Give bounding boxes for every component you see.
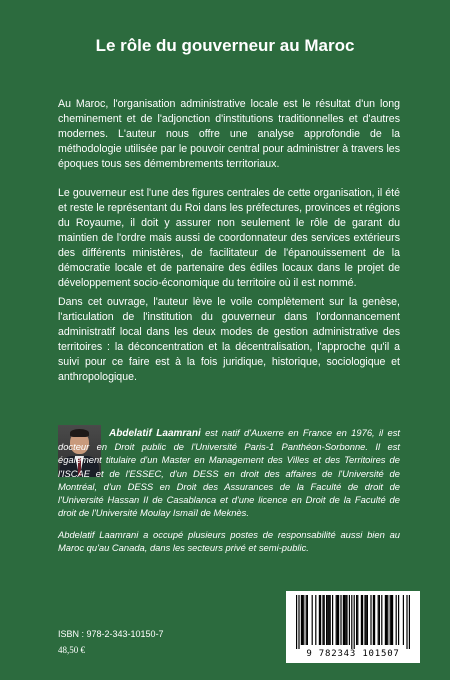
author-bio bbox=[58, 426, 400, 519]
barcode-bar bbox=[346, 595, 347, 645]
book-title: Le rôle du gouverneur au Maroc bbox=[95, 36, 355, 55]
barcode-bar bbox=[392, 595, 393, 645]
barcode-bar bbox=[370, 595, 371, 645]
barcode-bar bbox=[357, 595, 358, 645]
barcode-bar bbox=[296, 595, 297, 649]
barcode-bar bbox=[391, 595, 392, 645]
summary-paragraph-2: Le gouverneur est l'une des figures centrales de cette organisation, il été et reste le représentant du Roi dans les préfectures, provinces et régions du Royaume, il doit y assurer non seulement le rôle de garant du maintien de l'ordre mais aussi de coordonnateur des services extérieurs des différents ministères, de facilitateur de l'épanouissement de la démocratie locale et de partenaire des édiles locaux dans le projet de développement socio-économique du territoire où il est nommé. bbox=[58, 187, 400, 289]
barcode-bar bbox=[356, 595, 357, 645]
barcode-bar bbox=[320, 595, 321, 645]
barcode-bar bbox=[338, 595, 339, 645]
barcode-bar bbox=[303, 595, 304, 645]
barcode-bar bbox=[302, 595, 303, 645]
barcode-bar bbox=[390, 595, 391, 645]
barcode-bar bbox=[351, 595, 352, 649]
barcode-bar bbox=[396, 595, 397, 645]
barcode-bar bbox=[409, 595, 410, 649]
barcode-bar bbox=[374, 595, 375, 645]
barcode-bar bbox=[406, 595, 407, 649]
barcode-digits: 9 782343 101507 bbox=[306, 649, 400, 659]
barcode-bar bbox=[364, 595, 365, 645]
barcode-bar bbox=[367, 595, 368, 645]
barcode-bar bbox=[315, 595, 316, 645]
barcode-bars bbox=[290, 595, 416, 649]
barcode-bar bbox=[330, 595, 331, 645]
barcode-bar bbox=[381, 595, 382, 645]
barcode-bar bbox=[354, 595, 355, 649]
barcode-bar bbox=[328, 595, 329, 645]
barcode-bar bbox=[403, 595, 404, 645]
barcode-bar bbox=[398, 595, 399, 645]
barcode-bar bbox=[301, 595, 302, 645]
barcode-bar bbox=[326, 595, 327, 645]
summary-paragraph-1: Au Maroc, l'organisation administrative locale est le résultat d'un long cheminement et de l'adjonction d'institutions traditionnelles et d'autres modernes. L'auteur nous offre une analyse approfondie de la méthodologie utilisée par le pouvoir central pour administrer à travers les époques tous ses démembrements territoriaux. bbox=[58, 98, 400, 170]
barcode-bar bbox=[306, 595, 307, 645]
author-bio-text: est natif d'Auxerre en France en 1976, il est docteur en Droit public de l'Université Paris-1 Panthéon-Sorbonne. Il est également titulaire d'un Master en Management des Villes et des Territoires de l'ISCAE et de l'ESSEC, d'un DESS en droit des affaires de l'Université de Montréal, d'un DESS en Droit des Assurances de la Faculté de droit de l'Université Hassan II de Casablanca et d'une licence en Droit de la Faculté de droit de l'Université Moulay Ismaïl de Meknès. bbox=[58, 427, 400, 519]
barcode-bar bbox=[312, 595, 313, 645]
barcode-bar bbox=[366, 595, 367, 645]
barcode-bar bbox=[349, 595, 350, 645]
barcode-bar bbox=[336, 595, 337, 645]
price-label: 48,50 € bbox=[58, 645, 85, 655]
barcode-bar bbox=[343, 595, 344, 645]
barcode-bar bbox=[327, 595, 328, 645]
author-name: Abdelatif Laamrani bbox=[109, 428, 201, 439]
author-career-note: Abdelatif Laamrani a occupé plusieurs postes de responsabilité aussi bien au Maroc qu'au Canada, dans les secteurs privé et semi-public. bbox=[58, 529, 400, 554]
barcode-bar bbox=[345, 595, 346, 645]
barcode-bar bbox=[361, 595, 362, 645]
barcode-bar bbox=[378, 595, 379, 645]
barcode-bar bbox=[319, 595, 320, 645]
barcode-bar bbox=[307, 595, 308, 645]
barcode-bar bbox=[340, 595, 341, 645]
barcode-bar bbox=[337, 595, 338, 645]
barcode-bar bbox=[362, 595, 363, 645]
barcode-bar bbox=[324, 595, 325, 645]
barcode-bar bbox=[387, 595, 388, 645]
barcode bbox=[286, 591, 420, 663]
barcode-bar bbox=[386, 595, 387, 645]
barcode-bar bbox=[322, 595, 323, 645]
barcode-bar bbox=[298, 595, 299, 649]
isbn-label: ISBN : 978-2-343-10150-7 bbox=[58, 629, 164, 639]
barcode-bar bbox=[373, 595, 374, 645]
barcode-bar bbox=[379, 595, 380, 645]
barcode-bar bbox=[385, 595, 386, 645]
barcode-bar bbox=[344, 595, 345, 645]
barcode-bar bbox=[332, 595, 333, 645]
summary-paragraph-3: Dans cet ouvrage, l'auteur lève le voile complètement sur la genèse, l'articulation de l'institution du gouverneur dans l'ordonnancement administratif local dans les deux modes de gestion administrative des territoires : la déconcentration et la décentralisation, l'approche qu'il a suivi pour ce faire est à la fois juridique, historique, sociologique et anthropologique. bbox=[58, 296, 400, 383]
